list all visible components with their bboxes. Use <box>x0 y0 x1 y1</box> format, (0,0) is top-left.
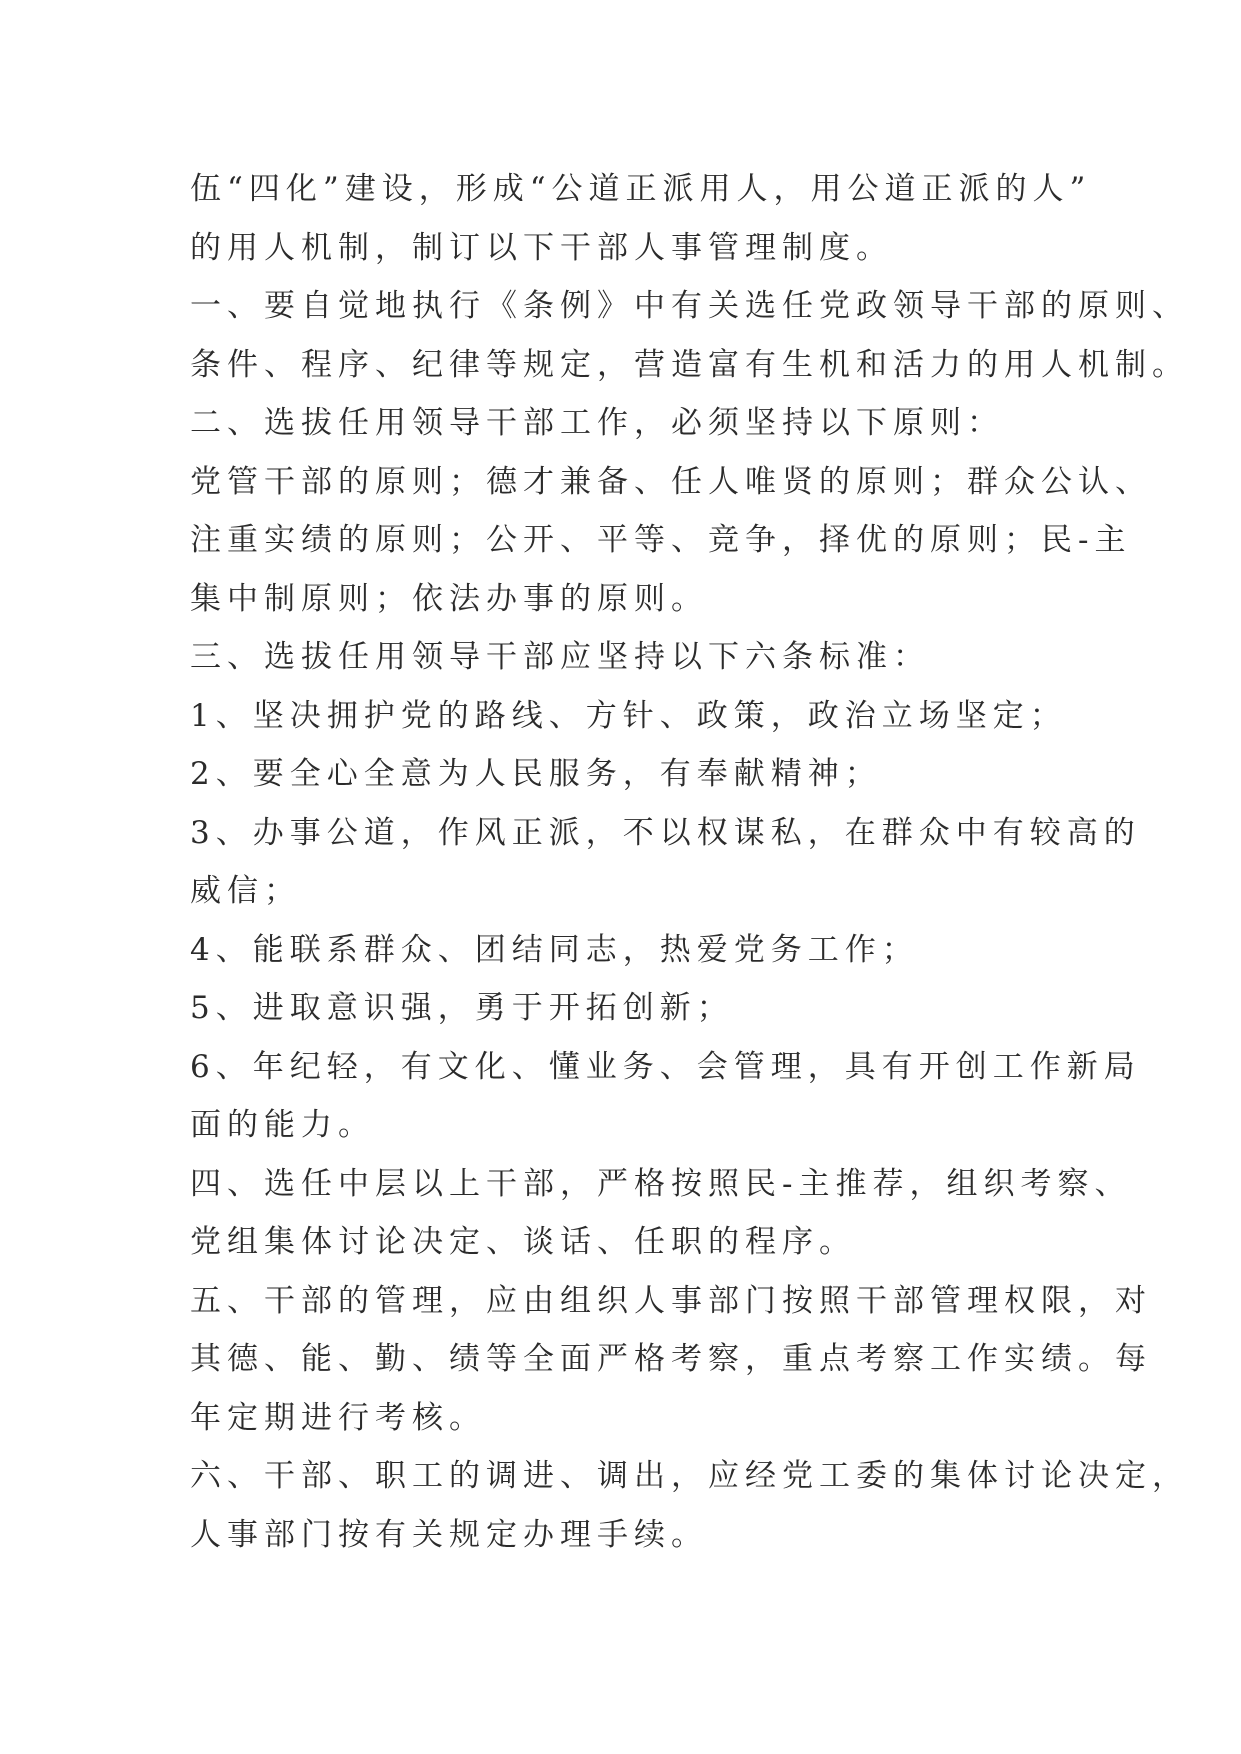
text-line: 其德、能、勤、绩等全面严格考察，重点考察工作实绩。每 <box>190 1341 1152 1377</box>
text-line: 6、年纪轻，有文化、懂业务、会管理，具有开创工作新局 <box>190 1048 1141 1085</box>
text-line: 五、干部的管理，应由组织人事部门按照干部管理权限，对 <box>190 1282 1152 1319</box>
text-line: 面的能力。 <box>190 1107 375 1143</box>
text-line: 的用人机制，制订以下干部人事管理制度。 <box>190 229 893 266</box>
text-line: 1、坚决拥护党的路线、方针、政策，政治立场坚定； <box>190 697 1067 734</box>
text-line: 四、选任中层以上干部，严格按照民-主推荐，组织考察、 <box>190 1165 1132 1202</box>
document-body <box>190 160 1189 1564</box>
text-line: 伍“四化”建设，形成“公道正派用人，用公道正派的人” <box>190 171 1092 207</box>
text-line: 5、进取意识强，勇于开拓创新； <box>190 990 734 1026</box>
text-line: 三、选拔任用领导干部应坚持以下六条标准： <box>190 639 930 675</box>
text-line: 二、选拔任用领导干部工作，必须坚持以下原则： <box>190 405 1004 441</box>
text-line: 集中制原则；依法办事的原则。 <box>190 580 708 617</box>
text-line: 一、要自觉地执行《条例》中有关选任党政领导干部的原则、 <box>190 288 1189 324</box>
text-line: 条件、程序、纪律等规定，营造富有生机和活力的用人机制。 <box>190 346 1189 383</box>
text-line: 党管干部的原则；德才兼备、任人唯贤的原则；群众公认、 <box>190 463 1152 500</box>
text-line: 注重实绩的原则；公开、平等、竞争，择优的原则；民-主 <box>190 522 1132 558</box>
text-line: 2、要全心全意为人民服务，有奉献精神； <box>190 756 882 792</box>
text-line: 威信； <box>190 873 301 909</box>
text-line: 4、能联系群众、团结同志，热爱党务工作； <box>190 931 919 968</box>
text-line: 六、干部、职工的调进、调出，应经党工委的集体讨论决定， <box>190 1458 1189 1494</box>
text-line: 党组集体讨论决定、谈话、任职的程序。 <box>190 1224 856 1260</box>
text-line: 3、办事公道，作风正派，不以权谋私，在群众中有较高的 <box>190 814 1141 851</box>
text-line: 年定期进行考核。 <box>190 1399 486 1436</box>
text-line: 人事部门按有关规定办理手续。 <box>190 1516 708 1553</box>
